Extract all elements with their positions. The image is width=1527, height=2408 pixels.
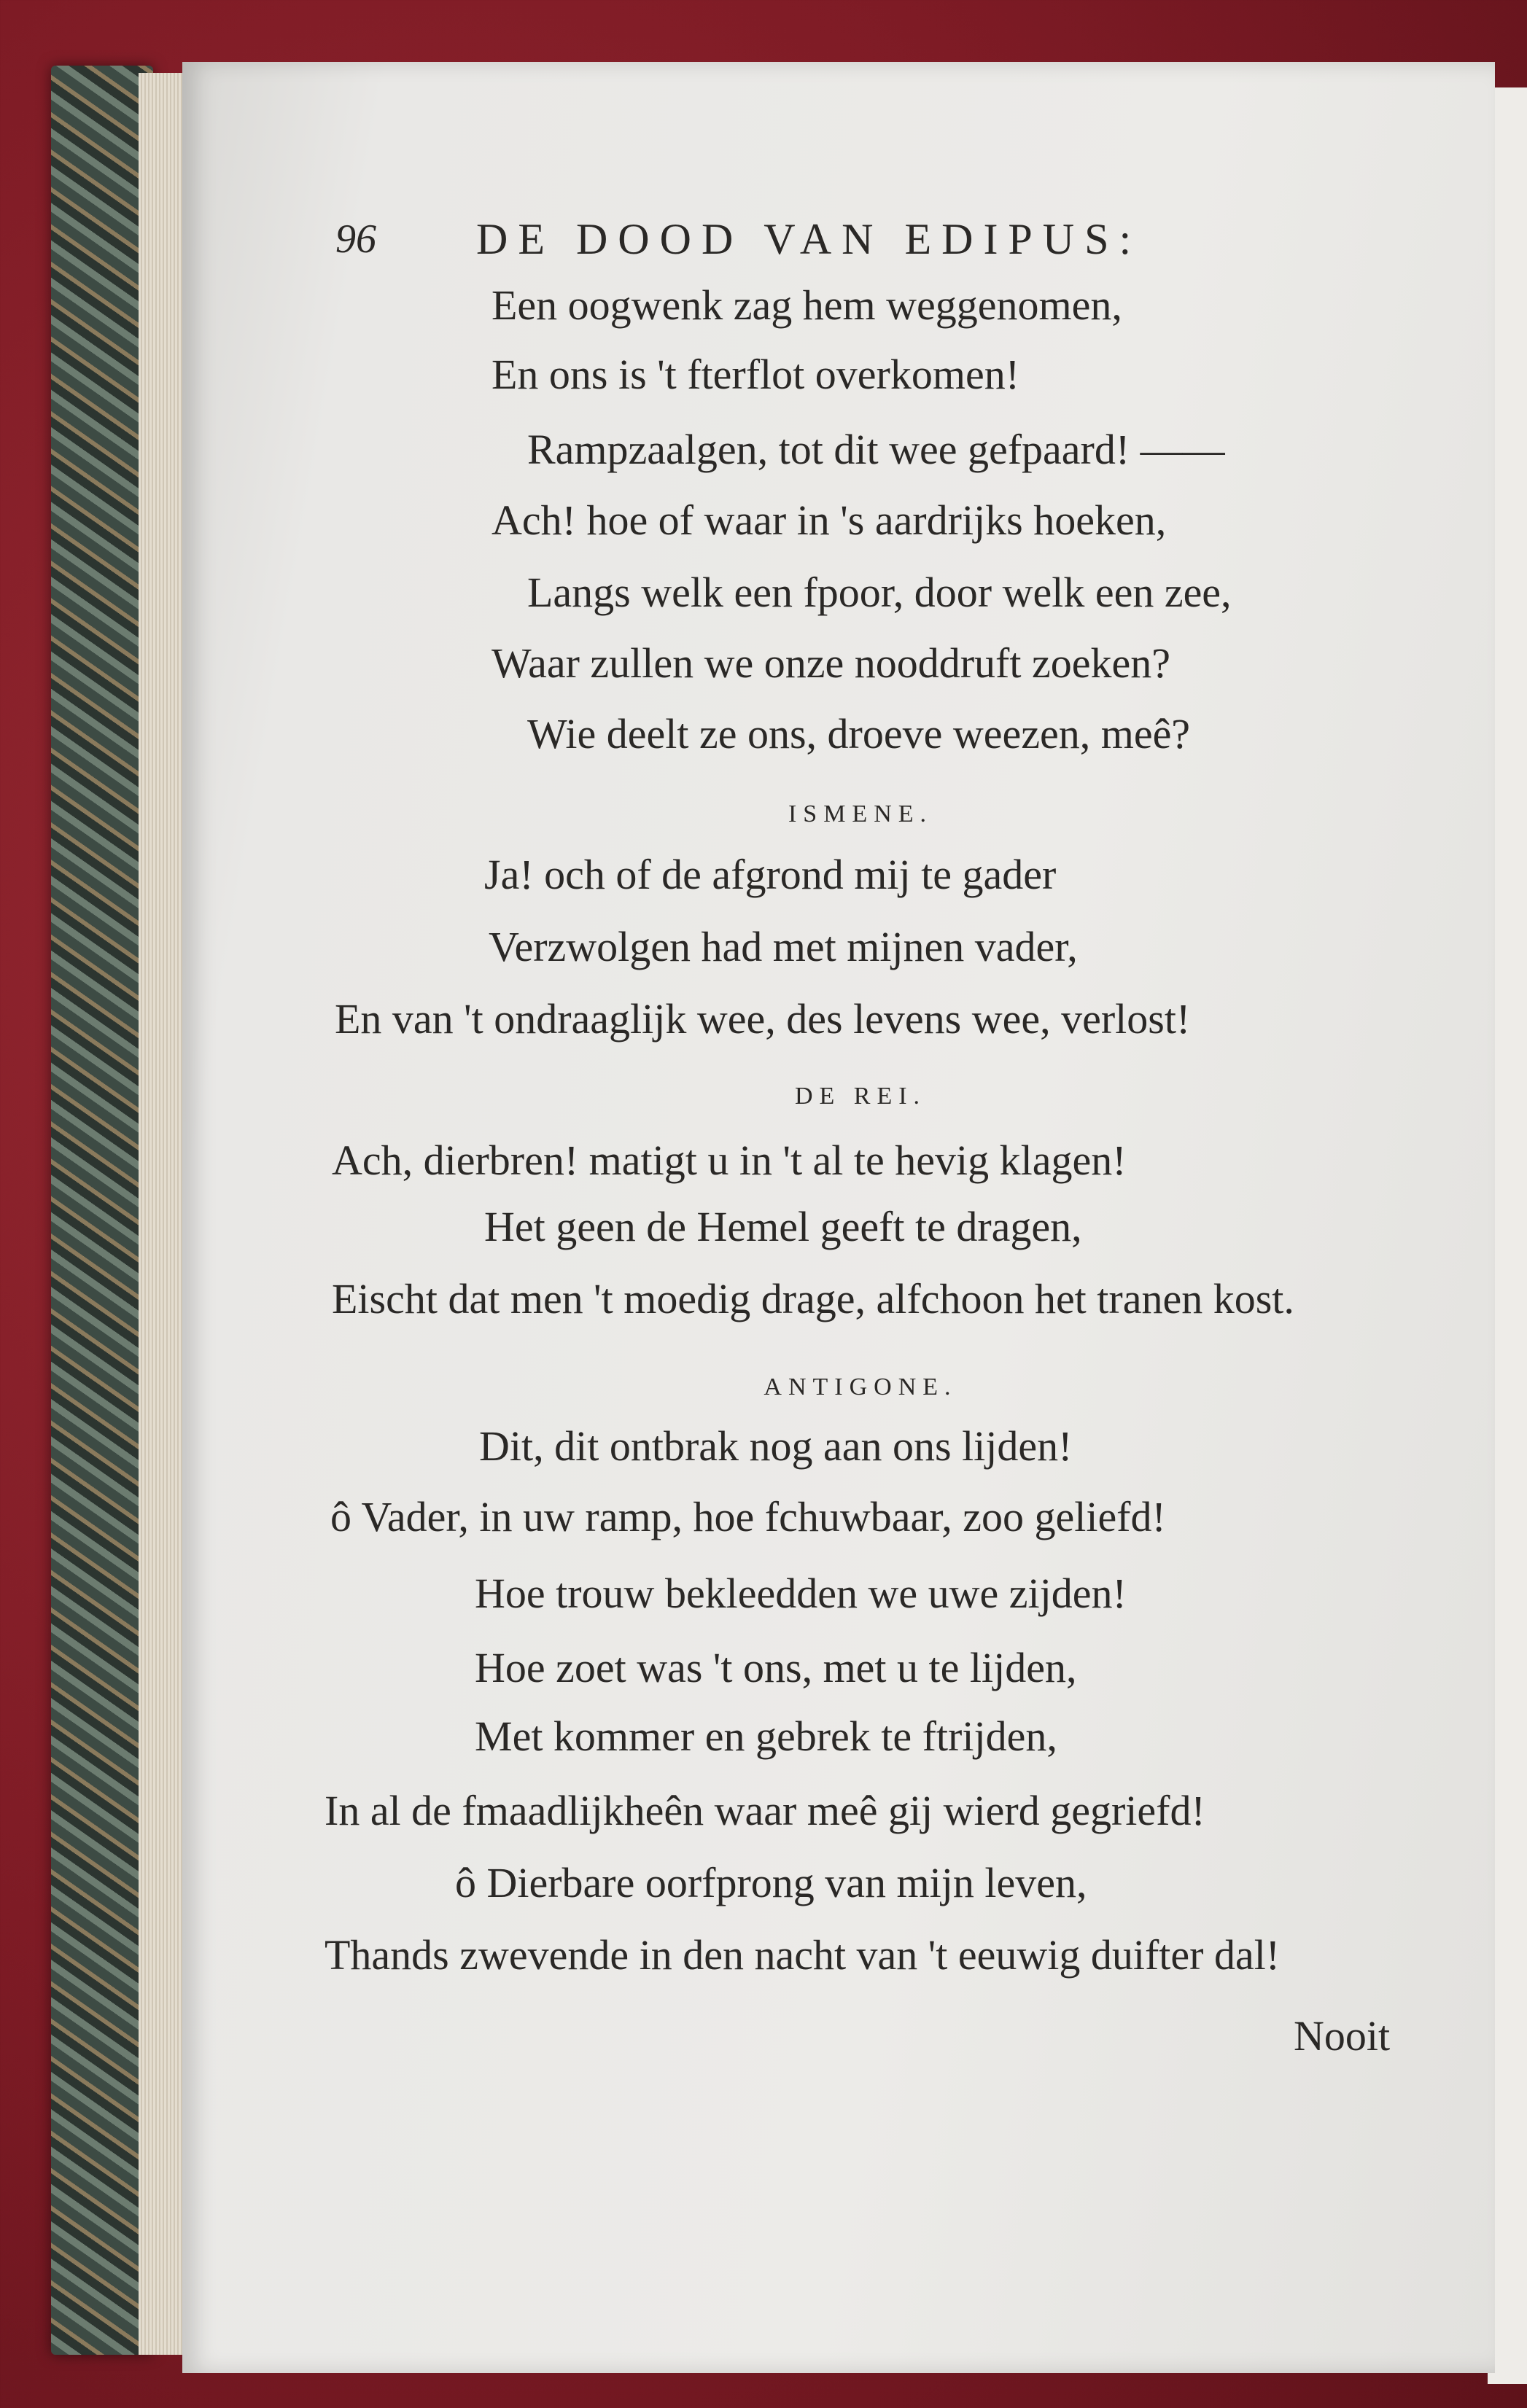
verse-line: Hoe zoet was 't ons, met u te lijden, <box>475 1644 1077 1691</box>
verse-line: ô Vader, in uw ramp, hoe fchuwbaar, zoo geliefd! <box>330 1493 1166 1540</box>
verse-line: Wie deelt ze ons, droeve weezen, meê? <box>527 710 1191 757</box>
verse-line: Het geen de Hemel geeft te dragen, <box>484 1203 1082 1250</box>
speaker-heading-de-rei: DE REI. <box>794 1083 927 1110</box>
page-number: 96 <box>335 217 376 262</box>
verse-line: ô Dierbare oorfprong van mijn leven, <box>455 1859 1087 1906</box>
verse-line: Waar zullen we onze nooddruft zoeken? <box>491 639 1170 687</box>
marbled-book-cover <box>51 66 153 2355</box>
verse-line: Hoe trouw bekleedden we uwe zijden! <box>475 1570 1127 1617</box>
verse-line: Verzwolgen had met mijnen vader, <box>489 923 1078 970</box>
verse-line: Ja! och of de afgrond mij te gader <box>484 851 1057 898</box>
verse-line: Thands zwevende in den nacht van 't eeuwig duifter dal! <box>325 1931 1281 1979</box>
verse-line: Ach, dierbren! matigt u in 't al te hevig klagen! <box>332 1137 1127 1184</box>
verse-line: En van 't ondraaglijk wee, des levens wee, verlost! <box>335 995 1191 1043</box>
speaker-heading-ismene: ISMENE. <box>788 800 933 827</box>
speaker-heading-antigone: ANTIGONE. <box>764 1374 957 1400</box>
verse-line: Ach! hoe of waar in 's aardrijks hoeken, <box>491 496 1167 544</box>
running-title: DE DOOD VAN EDIPUS: <box>476 215 1142 263</box>
verse-line: In al de fmaadlijkheên waar meê gij wierd gegriefd! <box>325 1787 1205 1834</box>
verse-line: Rampzaalgen, tot dit wee gefpaard! —— <box>527 426 1225 473</box>
verse-line: Langs welk een fpoor, door welk een zee, <box>527 569 1232 616</box>
verse-line: Eischt dat men 't moedig drage, alfchoon het tranen kost. <box>332 1275 1294 1322</box>
verse-line: Een oogwenk zag hem weggenomen, <box>491 281 1122 329</box>
catchword: Nooit <box>1294 2012 1391 2060</box>
verse-line: En ons is 't fterflot overkomen! <box>491 351 1020 398</box>
verse-line: Dit, dit ontbrak nog aan ons lijden! <box>479 1422 1073 1470</box>
verse-line: Met kommer en gebrek te ftrijden, <box>475 1713 1057 1760</box>
